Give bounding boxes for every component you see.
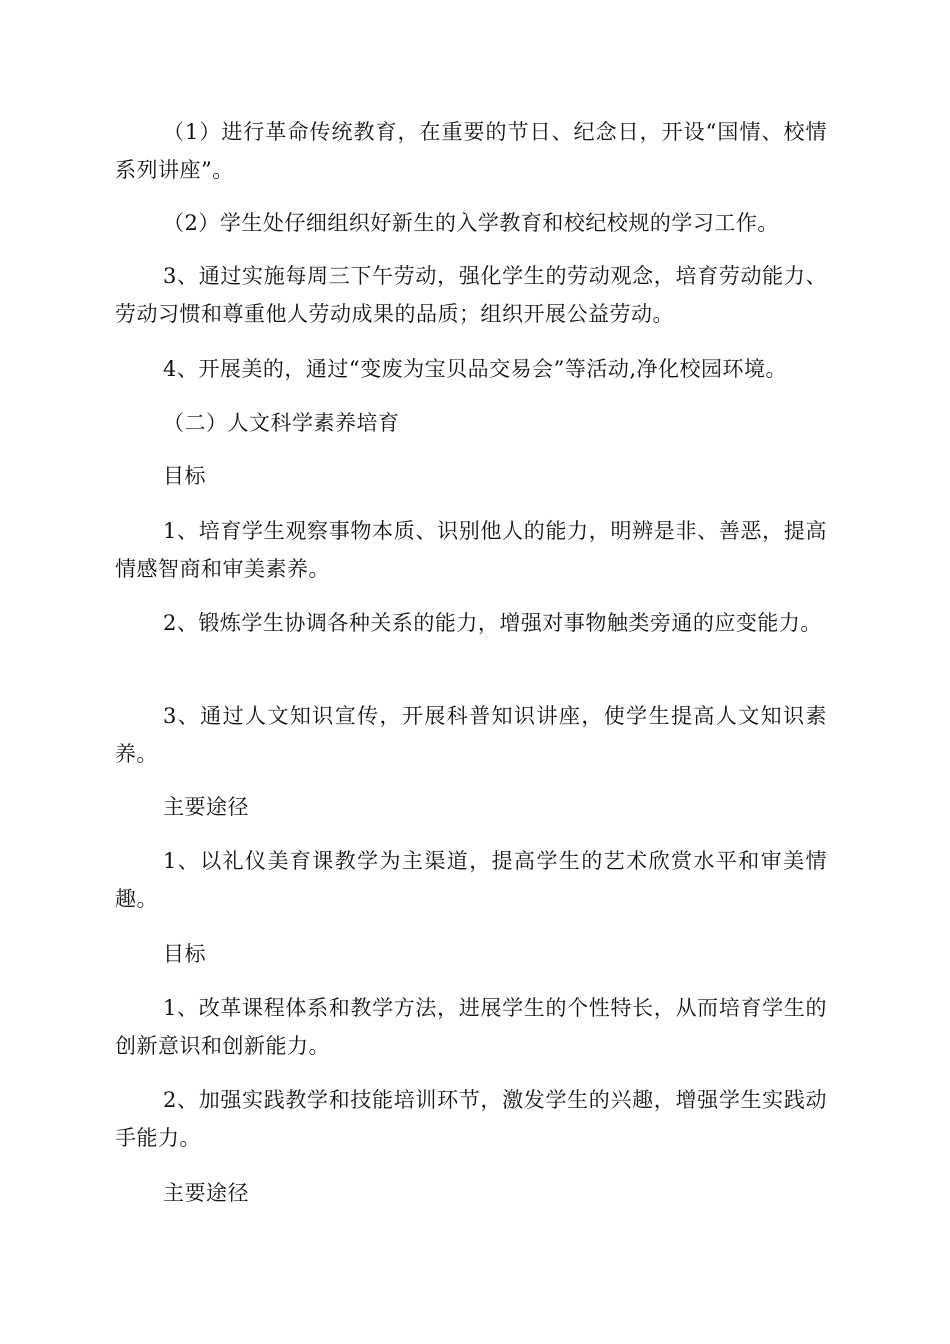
paragraph-campus-environment: 4、开展美的，通过“变废为宝贝品交易会”等活动,净化校园环境。: [163, 357, 788, 381]
goal-item-innovation: 1、改革课程体系和教学方法，进展学生的个性特长，从而培育学生的创新意识和创新能力。: [115, 996, 827, 1058]
subheading-goals-2: 目标: [163, 942, 206, 966]
section-heading-humanities: （二）人文科学素养培育: [163, 411, 400, 435]
paragraph-labor-education: 3、通过实施每周三下午劳动，强化学生的劳动观念，培育劳动能力、劳动习惯和尊重他人劳动成果的品质；组织开展公益劳动。: [115, 264, 827, 326]
goal-item-2: 2、锻炼学生协调各种关系的能力，增强对事物触类旁通的应变能力。: [163, 611, 822, 635]
goal-item-practice: 2、加强实践教学和技能培训环节，激发学生的兴趣，增强学生实践动手能力。: [115, 1088, 827, 1150]
subheading-main-approaches-2: 主要途径: [163, 1181, 249, 1205]
subheading-goals: 目标: [163, 464, 206, 488]
goal-item-1: 1、培育学生观察事物本质、识别他人的能力，明辨是非、善恶，提高情感智商和审美素养。: [115, 519, 827, 581]
paragraph-revolutionary-education: （1）进行革命传统教育，在重要的节日、纪念日，开设“国情、校情系列讲座”。: [115, 120, 827, 182]
approach-item-1: 1、以礼仪美育课教学为主渠道，提高学生的艺术欣赏水平和审美情趣。: [115, 849, 827, 911]
subheading-main-approaches: 主要途径: [163, 795, 249, 819]
goal-item-3: 3、通过人文知识宣传，开展科普知识讲座，使学生提高人文知识素养。: [115, 704, 827, 766]
paragraph-new-student-education: （2）学生处仔细组织好新生的入学教育和校纪校规的学习工作。: [163, 211, 779, 235]
